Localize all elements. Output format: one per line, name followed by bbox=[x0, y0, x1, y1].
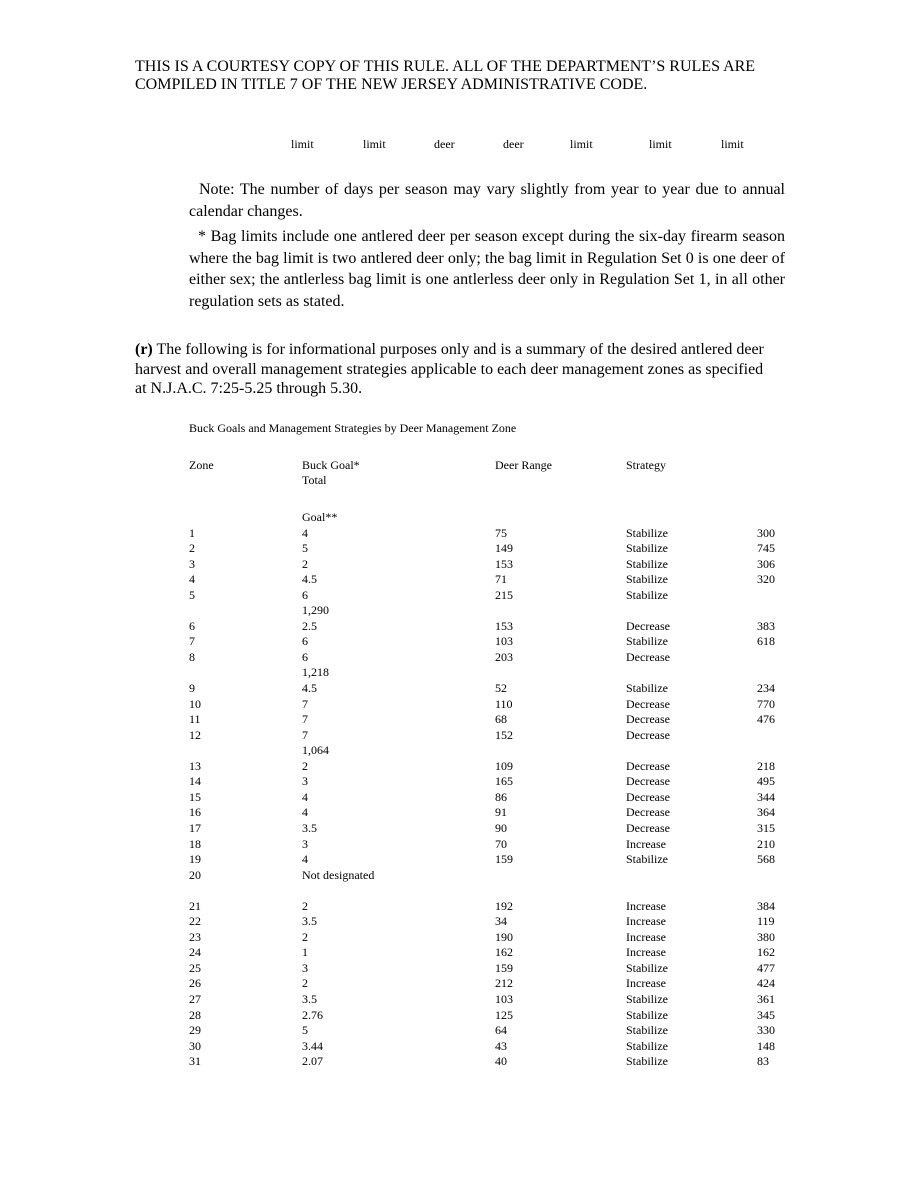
strategy-cell: Increase bbox=[626, 898, 666, 913]
total-cell: 745 bbox=[757, 541, 775, 555]
strategy-cell: Increase bbox=[626, 929, 666, 944]
buck-goal-cell: 2.07 bbox=[302, 1054, 323, 1069]
buck-goal-cell: 2 bbox=[302, 976, 308, 991]
deer-range-cell: 159 bbox=[495, 852, 513, 866]
zone-cell: 30 bbox=[189, 1038, 201, 1053]
buck-goal-cell: 3.44 bbox=[302, 1038, 323, 1053]
strategy-cell: Stabilize bbox=[626, 1023, 668, 1038]
strategy-cell: Stabilize bbox=[626, 587, 668, 602]
zone-cell: 21 bbox=[189, 898, 201, 913]
strategy-cell: Decrease bbox=[626, 712, 670, 727]
strategy-cell: Decrease bbox=[626, 758, 670, 773]
total-cell: 424 bbox=[757, 976, 775, 991]
buck-goal-cell: 3 bbox=[302, 774, 308, 789]
buck-goal-cell: 6 bbox=[302, 587, 308, 602]
deer-range-cell: 64 bbox=[495, 1023, 507, 1038]
section-r-label: (r) bbox=[135, 341, 153, 358]
total-cell: 770 bbox=[757, 696, 775, 711]
deer-range-cell: 152 bbox=[495, 727, 513, 742]
buck-goal-cell: 7 bbox=[302, 712, 308, 727]
buck-goal-cell: 5 bbox=[302, 541, 308, 555]
total-cell: 476 bbox=[757, 712, 775, 727]
zone-cell: 6 bbox=[189, 618, 195, 633]
buck-goal-cell: 3 bbox=[302, 836, 308, 851]
deer-range-cell: 149 bbox=[495, 541, 513, 555]
strategy-cell: Decrease bbox=[626, 789, 670, 804]
total-cell: 315 bbox=[757, 820, 775, 835]
total-cell: 162 bbox=[757, 945, 775, 960]
strategy-cell: Stabilize bbox=[626, 1054, 668, 1069]
zone-cell: 15 bbox=[189, 789, 201, 804]
strategy-cell: Stabilize bbox=[626, 960, 668, 975]
limits-row-label: limit bbox=[291, 137, 314, 151]
zone-cell: 8 bbox=[189, 649, 195, 664]
note-calendar: Note: The number of days per season may vary slightly from year to year due to annual calendar changes. bbox=[189, 181, 785, 220]
strategy-cell: Increase bbox=[626, 945, 666, 960]
total-cell: 383 bbox=[757, 618, 775, 633]
total-cell: 148 bbox=[757, 1038, 775, 1053]
limits-row bbox=[0, 137, 918, 153]
header-buck-goal: Buck Goal* bbox=[302, 458, 360, 472]
buck-goal-cell: 7 bbox=[302, 727, 308, 742]
strategy-cell: Stabilize bbox=[626, 992, 668, 1006]
deer-range-cell: 153 bbox=[495, 618, 513, 633]
zone-cell: 7 bbox=[189, 634, 195, 649]
buck-goal-cell: 2 bbox=[302, 898, 308, 913]
limits-row-label: deer bbox=[503, 137, 524, 151]
total-cell: 345 bbox=[757, 1007, 775, 1022]
zone-cell: 18 bbox=[189, 836, 201, 851]
zone-cell: 23 bbox=[189, 929, 201, 944]
buck-goal-cell: 4.5 bbox=[302, 572, 317, 587]
buck-goal-cell: 4 bbox=[302, 789, 308, 804]
total-cell: 364 bbox=[757, 805, 775, 820]
total-cell: 119 bbox=[757, 914, 775, 929]
deer-range-cell: 215 bbox=[495, 587, 513, 602]
deer-range-cell: 68 bbox=[495, 712, 507, 727]
zone-cell: 9 bbox=[189, 681, 195, 695]
total-cell: 495 bbox=[757, 774, 775, 789]
strategy-cell: Stabilize bbox=[626, 1007, 668, 1022]
zone-cell: 1 bbox=[189, 525, 195, 540]
strategy-cell: Stabilize bbox=[626, 541, 668, 555]
total-cell: 344 bbox=[757, 789, 775, 804]
deer-range-cell: 162 bbox=[495, 945, 513, 960]
deer-range-cell: 90 bbox=[495, 820, 507, 835]
zone-cell: 19 bbox=[189, 852, 201, 866]
zone-cell: 25 bbox=[189, 960, 201, 975]
buck-goal-cell: 2 bbox=[302, 929, 308, 944]
group-total-cell: 1,064 bbox=[302, 743, 329, 758]
zone-cell: 4 bbox=[189, 572, 195, 587]
buck-goal-cell: 2.5 bbox=[302, 618, 317, 633]
header-zone: Zone bbox=[189, 458, 214, 472]
deer-range-cell: 110 bbox=[495, 696, 513, 711]
strategy-cell: Increase bbox=[626, 914, 666, 929]
section-r-paragraph bbox=[135, 340, 775, 399]
deer-range-cell: 203 bbox=[495, 649, 513, 664]
deer-range-cell: 192 bbox=[495, 898, 513, 913]
strategy-cell: Stabilize bbox=[626, 525, 668, 540]
limits-row-label: limit bbox=[721, 137, 744, 151]
zone-cell: 3 bbox=[189, 556, 195, 571]
buck-goal-cell: 5 bbox=[302, 1023, 308, 1038]
zone-cell: 13 bbox=[189, 758, 201, 773]
deer-range-cell: 43 bbox=[495, 1038, 507, 1053]
strategy-cell: Stabilize bbox=[626, 556, 668, 571]
total-cell: 320 bbox=[757, 572, 775, 587]
group-total-cell: 1,218 bbox=[302, 665, 329, 680]
total-cell: 234 bbox=[757, 681, 775, 695]
group-total-cell: 1,290 bbox=[302, 603, 329, 618]
deer-range-cell: 165 bbox=[495, 774, 513, 789]
total-cell: 618 bbox=[757, 634, 775, 649]
table-title: Buck Goals and Management Strategies by Deer Management Zone bbox=[189, 421, 517, 435]
limits-row-label: limit bbox=[363, 137, 386, 151]
limits-row-label: deer bbox=[434, 137, 455, 151]
zone-cell: 10 bbox=[189, 696, 201, 711]
buck-goal-cell: 3.5 bbox=[302, 992, 317, 1006]
strategy-cell: Decrease bbox=[626, 727, 670, 742]
zone-cell: 16 bbox=[189, 805, 201, 820]
zone-cell: 20 bbox=[189, 867, 201, 882]
strategy-cell: Stabilize bbox=[626, 1038, 668, 1053]
header-strategy: Strategy bbox=[626, 458, 666, 472]
note-bag-limits: * Bag limits include one antlered deer per season except during the six-day firearm season where the bag limit is two antlered deer only; the bag limit in Regulation Set 0 is one deer of either sex; the antlerless bag limit is one antlerless deer only in Regulation Set 1, in all other regulation sets as stated. bbox=[189, 228, 785, 310]
notes-block bbox=[189, 179, 785, 316]
deer-range-cell: 159 bbox=[495, 960, 513, 975]
strategy-cell: Decrease bbox=[626, 618, 670, 633]
header-total: Total bbox=[302, 473, 327, 487]
limits-row-label: limit bbox=[649, 137, 672, 151]
total-cell: 300 bbox=[757, 525, 775, 540]
deer-range-cell: 212 bbox=[495, 976, 513, 991]
deer-range-cell: 52 bbox=[495, 681, 507, 695]
deer-range-cell: 71 bbox=[495, 572, 507, 587]
total-cell: 380 bbox=[757, 929, 775, 944]
buck-goal-cell: 2.76 bbox=[302, 1007, 323, 1022]
zone-cell: 24 bbox=[189, 945, 201, 960]
zone-cell: 31 bbox=[189, 1054, 201, 1069]
buck-goal-cell: Not designated bbox=[302, 867, 375, 882]
total-cell: 218 bbox=[757, 758, 775, 773]
strategy-cell: Decrease bbox=[626, 805, 670, 820]
zone-cell: 11 bbox=[189, 712, 201, 727]
deer-range-cell: 103 bbox=[495, 634, 513, 649]
section-r-text: The following is for informational purposes only and is a summary of the desired antlered deer harvest and overall management strategies applicable to each deer management zones as specified at N.J.A.C. 7:25-5.25 through 5.30. bbox=[135, 341, 764, 397]
strategy-cell: Increase bbox=[626, 836, 666, 851]
zone-cell: 2 bbox=[189, 541, 195, 555]
buck-goal-cell: 3.5 bbox=[302, 914, 317, 929]
buck-goal-cell: 4 bbox=[302, 805, 308, 820]
buck-goal-cell: 6 bbox=[302, 634, 308, 649]
total-cell: 210 bbox=[757, 836, 775, 851]
deer-range-cell: 86 bbox=[495, 789, 507, 804]
buck-goal-cell: 3.5 bbox=[302, 820, 317, 835]
zone-cell: 28 bbox=[189, 1007, 201, 1022]
total-cell: 306 bbox=[757, 556, 775, 571]
strategy-cell: Decrease bbox=[626, 696, 670, 711]
deer-range-cell: 75 bbox=[495, 525, 507, 540]
total-cell: 568 bbox=[757, 852, 775, 866]
zone-cell: 5 bbox=[189, 587, 195, 602]
zone-cell: 22 bbox=[189, 914, 201, 929]
strategy-cell: Decrease bbox=[626, 649, 670, 664]
deer-range-cell: 70 bbox=[495, 836, 507, 851]
deer-range-cell: 190 bbox=[495, 929, 513, 944]
deer-range-cell: 125 bbox=[495, 1007, 513, 1022]
limits-row-label: limit bbox=[570, 137, 593, 151]
strategy-cell: Increase bbox=[626, 976, 666, 991]
zone-cell: 14 bbox=[189, 774, 201, 789]
deer-range-cell: 153 bbox=[495, 556, 513, 571]
buck-goal-cell: 4 bbox=[302, 525, 308, 540]
strategy-cell: Decrease bbox=[626, 820, 670, 835]
strategy-cell: Stabilize bbox=[626, 852, 668, 866]
zone-cell: 29 bbox=[189, 1023, 201, 1038]
strategy-cell: Stabilize bbox=[626, 634, 668, 649]
section-r bbox=[135, 340, 775, 399]
buck-goal-cell: 4.5 bbox=[302, 681, 317, 695]
buck-goal-cell: 3 bbox=[302, 960, 308, 975]
deer-range-cell: 91 bbox=[495, 805, 507, 820]
deer-range-cell: 103 bbox=[495, 992, 513, 1006]
zone-cell: 26 bbox=[189, 976, 201, 991]
buck-goal-cell: 4 bbox=[302, 852, 308, 866]
deer-range-cell: 40 bbox=[495, 1054, 507, 1069]
courtesy-copy-header: THIS IS A COURTESY COPY OF THIS RULE. ALL OF THE DEPARTMENT’S RULES ARE COMPILED IN TITLE 7 OF THE NEW JERSEY ADMINISTRATIVE CODE. bbox=[135, 58, 756, 93]
deer-range-cell: 109 bbox=[495, 758, 513, 773]
header-goal-footnote: Goal** bbox=[302, 510, 338, 524]
zone-cell: 12 bbox=[189, 727, 201, 742]
total-cell: 330 bbox=[757, 1023, 775, 1038]
total-cell: 361 bbox=[757, 992, 775, 1006]
buck-goal-cell: 2 bbox=[302, 556, 308, 571]
strategy-cell: Stabilize bbox=[626, 572, 668, 587]
buck-goal-cell: 7 bbox=[302, 696, 308, 711]
deer-range-cell: 34 bbox=[495, 914, 507, 929]
total-cell: 83 bbox=[757, 1054, 769, 1069]
buck-goal-cell: 1 bbox=[302, 945, 308, 960]
strategy-cell: Stabilize bbox=[626, 681, 668, 695]
zone-cell: 27 bbox=[189, 992, 201, 1006]
zone-cell: 17 bbox=[189, 820, 201, 835]
buck-goal-cell: 2 bbox=[302, 758, 308, 773]
strategy-cell: Decrease bbox=[626, 774, 670, 789]
total-cell: 477 bbox=[757, 960, 775, 975]
header-deer-range: Deer Range bbox=[495, 458, 552, 472]
buck-goal-cell: 6 bbox=[302, 649, 308, 664]
total-cell: 384 bbox=[757, 898, 775, 913]
